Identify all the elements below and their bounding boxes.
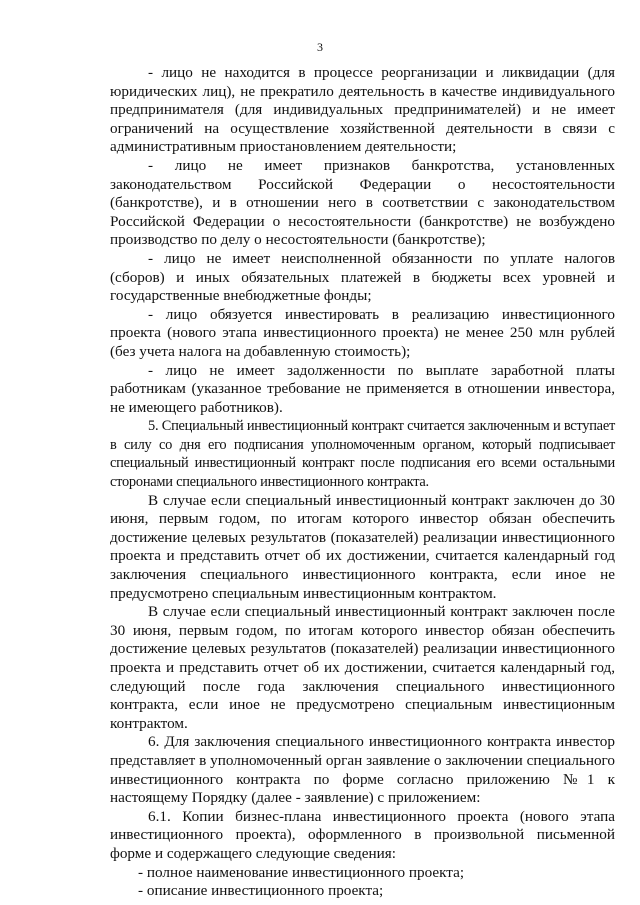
paragraph-clause-6: 6. Для заключения специального инвестиционного контракта инвестор представляет в уполномоченный орган заявление о заключении специального инвестиционного контракта по форме согласно приложению №1 к настоящему Порядку (далее - заявление) с приложением: [110,733,615,807]
list-item-project-name: - полное наименование инвестиционного проекта; [138,863,465,881]
paragraph-clause-5: 5. Специальный инвестиционный контракт считается заключенным и вступает в силу со дня его подписания уполномоченным органом, который подписывает специальный инвестиционный контракт после подписания его всеми остальными сторонами специального инвестиционного контракта. [110,418,615,491]
document-body [110,64,615,901]
paragraph-contract-before-june-30: В случае если специальный инвестиционный контракт заключен до 30 июня, первым годом, по итогам которого инвестор обязан обеспечить достижение целевых результатов (показателей) реализации инвестиционного проекта и представить отчет об их достижении, считается календарный год заключения специального инвестиционного контракта, если иное не предусмотрено специальным инвестиционным контрактом. [110,491,615,602]
paragraph-clause-6-1: 6.1. Копии бизнес-плана инвестиционного проекта (нового этапа инвестиционного проекта), оформленного в произвольной письменной форме и содержащего следующие сведения: [110,807,615,862]
paragraph-requirement-no-wage-debt: - лицо не имеет задолженности по выплате заработной платы работникам (указанное требование не применяется в отношении инвестора, не имеющего работников). [110,361,615,416]
paragraph-contract-after-june-30: В случае если специальный инвестиционный контракт заключен после 30 июня, первым годом, по итогам которого инвестор обязан обеспечить достижение целевых результатов (показателей) реализации инвестиционного проекта и представить отчет об их достижении, считается календарный год, следующий после года заключения специального инвестиционного контракта, если иное не предусмотрено специальным инвестиционным контрактом. [110,603,615,732]
paragraph-requirement-no-bankruptcy: - лицо не имеет признаков банкротства, установленных законодательством Российской Федерации о несостоятельности (банкротстве), и в отношении него в соответствии с законодательством Российской Федерации о несостоятельности (банкротстве) не возбуждено производство по делу о несостоятельности (банкротстве); [110,156,615,249]
page-number: 3 [317,40,323,54]
paragraph-requirement-no-tax-debt: - лицо не имеет неисполненной обязанности по уплате налогов (сборов) и иных обязательных платежей в бюджеты всех уровней и государственные внебюджетные фонды; [110,249,615,305]
paragraph-requirement-no-reorganization: - лицо не находится в процессе реорганизации и ликвидации (для юридических лиц), не прекратило деятельность в качестве индивидуального предпринимателя (для индивидуальных предпринимателей) и не имеет ограничений на осуществление хозяйственной деятельности в связи с административным приостановлением деятельности; [110,64,615,156]
list-item-project-description: - описание инвестиционного проекта; [138,882,384,900]
paragraph-requirement-investment-amount: - лицо обязуется инвестировать в реализацию инвестиционного проекта (нового этапа инвестиционного проекта) не менее 250 млн рублей (без учета налога на добавленную стоимость); [110,305,615,360]
